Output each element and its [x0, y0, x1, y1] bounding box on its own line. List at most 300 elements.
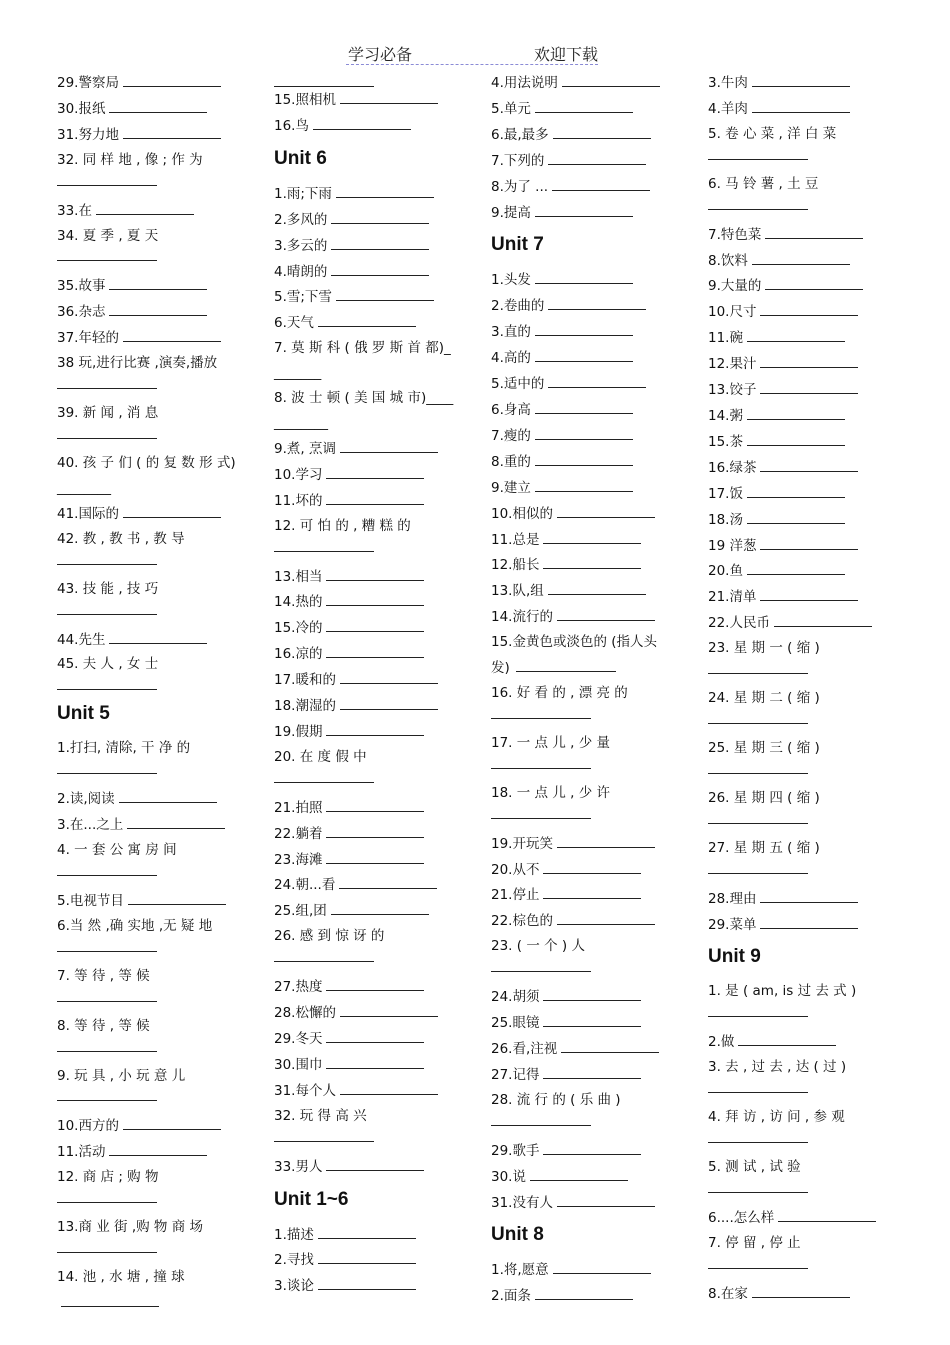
- answer-blank[interactable]: [326, 564, 424, 581]
- vocab-item: [57, 198, 240, 224]
- vocab-prompt: 17.饭: [708, 485, 743, 502]
- vocab-prompt: 24. 星 期 二 ( 缩 ): [708, 690, 820, 707]
- vocab-prompt: 27.记得: [491, 1066, 540, 1083]
- vocab-prompt: 1.打扫, 清除, 干 净 的: [57, 740, 191, 757]
- vocab-item: [274, 1104, 457, 1129]
- vocab-prompt: 8.在家: [708, 1285, 748, 1302]
- vocab-item: [57, 914, 240, 939]
- answer-blank[interactable]: [557, 604, 655, 621]
- answer-blank[interactable]: [535, 267, 633, 284]
- vocab-prompt: 23.海滩: [274, 851, 323, 868]
- answer-blank[interactable]: [326, 795, 424, 812]
- vocab-prompt: 4.高的: [491, 350, 531, 367]
- vocab-prompt: 7.瘦的: [491, 427, 531, 444]
- answer-blank[interactable]: [752, 70, 850, 87]
- answer-blank[interactable]: [708, 811, 808, 824]
- vocab-prompt: 42. 教 , 教 书 , 教 导: [57, 530, 185, 547]
- answer-blank[interactable]: [738, 1029, 836, 1046]
- vocab-prompt: 25. 星 期 三 ( 缩 ): [708, 739, 820, 756]
- vocab-item: [491, 1088, 674, 1113]
- vocab-prompt: 21.拍照: [274, 799, 323, 816]
- answer-blank[interactable]: [561, 1036, 659, 1053]
- vocab-prompt: 6....怎么样: [708, 1210, 775, 1226]
- answer-blank[interactable]: [708, 711, 808, 724]
- answer-blank[interactable]: [318, 1273, 416, 1290]
- answer-blank[interactable]: [109, 96, 207, 113]
- answer-blank[interactable]: [57, 1088, 157, 1101]
- answer-blank[interactable]: [318, 1222, 416, 1239]
- vocab-item: [274, 207, 457, 233]
- vocab-prompt: 14. 池 , 水 塘 , 撞 球: [57, 1269, 185, 1286]
- vocab-item: [708, 1055, 891, 1080]
- vocab-prompt: 16.鸟: [274, 117, 309, 134]
- answer-blank[interactable]: [326, 1026, 424, 1043]
- answer-blank[interactable]: [57, 677, 157, 690]
- vocab-item: [274, 488, 457, 514]
- answer-blank[interactable]: [57, 989, 157, 1002]
- vocab-item: [57, 122, 240, 148]
- answer-blank[interactable]: [765, 273, 863, 290]
- vocab-item: [274, 821, 457, 847]
- vocab-item: [491, 1283, 674, 1309]
- answer-blank[interactable]: [535, 1283, 633, 1300]
- vocab-item: [708, 1205, 891, 1231]
- vocab-item: [57, 888, 240, 914]
- unit-heading: Unit 8: [491, 1224, 544, 1246]
- answer-blank[interactable]: [57, 761, 157, 774]
- answer-blank[interactable]: [708, 1256, 808, 1269]
- answer-blank[interactable]: [543, 552, 641, 569]
- vocab-prompt: 20.从不: [491, 861, 540, 878]
- vocab-prompt: 8.饮料: [708, 252, 748, 269]
- vocab-item: [274, 1273, 457, 1299]
- answer-blank[interactable]: [340, 693, 438, 710]
- vocab-prompt: 9. 玩 具 , 小 玩 意 儿: [57, 1067, 186, 1084]
- vocab-item: [57, 1165, 240, 1190]
- answer-blank[interactable]: [708, 761, 808, 774]
- vocab-prompt: 36.杂志: [57, 304, 106, 321]
- vocab-item: [491, 908, 674, 934]
- answer-blank[interactable]: [326, 589, 424, 606]
- answer-blank[interactable]: [318, 310, 416, 327]
- answer-blank[interactable]: [274, 1129, 374, 1142]
- answer-blank[interactable]: [331, 898, 429, 915]
- answer-blank[interactable]: [760, 377, 858, 394]
- answer-blank[interactable]: [562, 70, 660, 87]
- vocab-item: [491, 1036, 674, 1062]
- vocab-item: [274, 872, 457, 898]
- vocab-item: [708, 481, 891, 507]
- answer-blank[interactable]: [708, 661, 808, 674]
- answer-blank[interactable]: [557, 1190, 655, 1207]
- answer-blank[interactable]: [57, 248, 157, 261]
- vocab-prompt: 2.多风的: [274, 211, 328, 228]
- column-1: [57, 70, 240, 1316]
- answer-blank[interactable]: [274, 539, 374, 552]
- vocab-item: [708, 836, 891, 861]
- answer-blank[interactable]: [274, 70, 374, 87]
- answer-blank[interactable]: [57, 602, 157, 615]
- vocab-item: [274, 847, 457, 873]
- answer-blank[interactable]: [318, 1247, 416, 1264]
- answer-blank[interactable]: [331, 233, 429, 250]
- answer-blank[interactable]: [708, 1080, 808, 1093]
- vocab-prompt: 13.队,组: [491, 583, 544, 600]
- vocab-item: [708, 70, 891, 96]
- answer-blank[interactable]: [760, 533, 858, 550]
- vocab-prompt: 29.警察局: [57, 75, 119, 91]
- answer-blank[interactable]: [491, 756, 591, 769]
- answer-blank[interactable]: [760, 455, 858, 472]
- vocab-item: [491, 681, 674, 706]
- vocab-prompt: 26. 星 期 四 ( 缩 ): [708, 789, 820, 806]
- vocab-prompt: 28.松懈的: [274, 1005, 336, 1022]
- answer-blank[interactable]: [535, 475, 633, 492]
- answer-blank[interactable]: [313, 113, 411, 130]
- vocab-prompt: 1.雨;下雨: [274, 185, 332, 202]
- vocab-item: [274, 924, 457, 949]
- vocab-prompt: 7. 等 待 , 等 候: [57, 967, 150, 984]
- answer-blank[interactable]: [340, 436, 438, 453]
- vocab-prompt: 6.当 然 ,确 实地 ,无 疑 地: [57, 917, 213, 934]
- answer-blank[interactable]: [109, 627, 207, 644]
- answer-blank[interactable]: [491, 1113, 591, 1126]
- vocab-item: [708, 979, 891, 1004]
- answer-blank[interactable]: [760, 584, 858, 601]
- answer-blank[interactable]: [543, 1138, 641, 1155]
- answer-blank[interactable]: [491, 806, 591, 819]
- vocab-item: [57, 148, 240, 173]
- vocab-prompt: 32. 玩 得 高 兴: [274, 1107, 367, 1124]
- answer-blank[interactable]: [57, 863, 157, 876]
- vocab-prompt: 6.身高: [491, 401, 531, 418]
- vocab-prompt: 33.在: [57, 202, 92, 219]
- vocab-prompt: 21.清单: [708, 589, 757, 606]
- answer-blank[interactable]: [331, 207, 429, 224]
- vocab-item: [57, 652, 240, 677]
- answer-blank[interactable]: [548, 148, 646, 165]
- vocab-prompt: 7.下列的: [491, 152, 545, 169]
- vocab-prompt: 27. 星 期 五 ( 缩 ): [708, 839, 820, 856]
- answer-blank[interactable]: [708, 197, 808, 210]
- vocab-prompt: 19.假期: [274, 723, 323, 740]
- vocab-item: [708, 533, 891, 559]
- vocab-prompt: 23. 星 期 一 ( 缩 ): [708, 640, 820, 657]
- answer-blank[interactable]: [552, 174, 650, 191]
- answer-blank[interactable]: [340, 667, 438, 684]
- answer-blank[interactable]: [128, 888, 226, 905]
- vocab-prompt: 40. 孩 子 们 ( 的 复 数 形 式)________: [57, 454, 236, 496]
- vocab-item: [274, 1026, 457, 1052]
- answer-blank[interactable]: [57, 376, 157, 389]
- vocab-prompt: 9.提高: [491, 204, 531, 221]
- vocab-prompt: 10.尺寸: [708, 304, 757, 321]
- answer-blank[interactable]: [326, 974, 424, 991]
- vocab-item: [491, 148, 674, 174]
- vocab-item: [708, 96, 891, 122]
- answer-blank[interactable]: [747, 507, 845, 524]
- answer-blank[interactable]: [326, 719, 424, 736]
- answer-blank[interactable]: [61, 1290, 159, 1307]
- answer-blank[interactable]: [548, 293, 646, 310]
- answer-blank[interactable]: [747, 481, 845, 498]
- vocab-item: [708, 507, 891, 533]
- answer-blank[interactable]: [109, 299, 207, 316]
- vocab-prompt: 14.热的: [274, 594, 323, 611]
- vocab-prompt: 23. ( 一 个 ) 人: [491, 938, 585, 955]
- vocab-item: [274, 1154, 457, 1180]
- answer-blank[interactable]: [535, 345, 633, 362]
- vocab-prompt: 14.流行的: [491, 609, 553, 626]
- unit-heading: Unit 6: [274, 147, 327, 169]
- vocab-prompt: 8.为了 ...: [491, 178, 549, 195]
- vocab-item: [491, 267, 674, 293]
- vocab-prompt: 3.多云的: [274, 237, 328, 254]
- vocab-prompt: 17.暖和的: [274, 672, 336, 689]
- vocab-prompt: 3.谈论: [274, 1278, 314, 1295]
- vocab-item: [274, 514, 457, 539]
- answer-blank[interactable]: [491, 706, 591, 719]
- vocab-item: [491, 630, 674, 681]
- vocab-item: [274, 589, 457, 615]
- answer-blank[interactable]: [109, 273, 207, 290]
- vocab-prompt: 19.开玩笑: [491, 835, 553, 852]
- vocab-prompt: 1. 是 ( am, is 过 去 式 ): [708, 983, 857, 1000]
- answer-blank[interactable]: [747, 403, 845, 420]
- vocab-item: [708, 172, 891, 197]
- answer-blank[interactable]: [557, 831, 655, 848]
- vocab-item: [491, 319, 674, 345]
- answer-blank[interactable]: [752, 248, 850, 265]
- answer-blank[interactable]: [274, 949, 374, 962]
- vocab-item: [57, 1113, 240, 1139]
- vocab-prompt: 16.绿茶: [708, 459, 757, 476]
- answer-blank[interactable]: [557, 501, 655, 518]
- answer-blank[interactable]: [708, 1180, 808, 1193]
- vocab-prompt: 31.努力地: [57, 126, 119, 143]
- vocab-prompt: 25.组,团: [274, 903, 327, 920]
- answer-blank[interactable]: [760, 351, 858, 368]
- answer-blank[interactable]: [119, 786, 217, 803]
- vocab-item: [57, 627, 240, 653]
- answer-blank[interactable]: [326, 641, 424, 658]
- vocab-prompt: 12.果汁: [708, 356, 757, 373]
- vocab-item: [274, 719, 457, 745]
- vocab-item: [57, 1215, 240, 1240]
- vocab-item: [491, 1010, 674, 1036]
- vocab-prompt: 15.茶: [708, 433, 743, 450]
- vocab-prompt: 20. 在 度 假 中: [274, 748, 367, 765]
- answer-blank[interactable]: [340, 87, 438, 104]
- answer-blank[interactable]: [708, 1130, 808, 1143]
- answer-blank[interactable]: [123, 1113, 221, 1130]
- vocab-prompt: 26. 感 到 惊 讶 的: [274, 928, 385, 945]
- answer-blank[interactable]: [535, 423, 633, 440]
- vocab-prompt: 8. 波 士 顿 ( 美 国 城 市)____________: [274, 390, 454, 431]
- answer-blank[interactable]: [123, 325, 221, 342]
- vocab-item: [708, 1281, 891, 1307]
- vocab-item: [708, 273, 891, 299]
- vocab-prompt: 10.学习: [274, 466, 323, 483]
- answer-blank[interactable]: [747, 429, 845, 446]
- answer-blank[interactable]: [760, 912, 858, 929]
- answer-blank[interactable]: [516, 655, 616, 672]
- answer-blank[interactable]: [747, 325, 845, 342]
- answer-blank[interactable]: [326, 488, 424, 505]
- vocab-item: [57, 401, 240, 426]
- answer-blank[interactable]: [57, 1190, 157, 1203]
- answer-blank[interactable]: [543, 1062, 641, 1079]
- vocab-item: [708, 429, 891, 455]
- vocab-prompt: 37.年轻的: [57, 330, 119, 347]
- answer-blank[interactable]: [778, 1205, 876, 1222]
- answer-blank[interactable]: [548, 578, 646, 595]
- column-2: [274, 70, 457, 1299]
- answer-blank[interactable]: [57, 1240, 157, 1253]
- answer-blank[interactable]: [57, 426, 157, 439]
- answer-blank[interactable]: [543, 1010, 641, 1027]
- answer-blank[interactable]: [57, 939, 157, 952]
- answer-blank[interactable]: [752, 96, 850, 113]
- answer-blank[interactable]: [336, 181, 434, 198]
- answer-blank[interactable]: [760, 299, 858, 316]
- vocab-prompt: 1.描述: [274, 1226, 314, 1243]
- answer-blank[interactable]: [553, 1257, 651, 1274]
- vocab-item: [491, 781, 674, 806]
- answer-blank[interactable]: [127, 812, 225, 829]
- vocab-item: [274, 615, 457, 641]
- answer-blank[interactable]: [535, 200, 633, 217]
- unit-heading: Unit 7: [491, 234, 544, 256]
- answer-blank[interactable]: [760, 886, 858, 903]
- vocab-item: [274, 1000, 457, 1026]
- vocab-prompt: 8.重的: [491, 453, 531, 470]
- answer-blank[interactable]: [765, 222, 863, 239]
- vocab-prompt: 5. 卷 心 菜 , 洋 白 菜: [708, 125, 837, 142]
- answer-blank[interactable]: [747, 558, 845, 575]
- answer-blank[interactable]: [339, 872, 437, 889]
- vocab-prompt: 29.菜单: [708, 916, 757, 933]
- answer-blank[interactable]: [326, 615, 424, 632]
- vocab-prompt: 18. 一 点 儿 , 少 许: [491, 784, 611, 801]
- vocab-item: [57, 812, 240, 838]
- answer-blank[interactable]: [543, 984, 641, 1001]
- vocab-prompt: 33.男人: [274, 1158, 323, 1175]
- vocab-prompt: 4.晴朗的: [274, 263, 328, 280]
- vocab-item: [57, 964, 240, 989]
- vocab-prompt: 20.鱼: [708, 563, 743, 580]
- answer-blank[interactable]: [326, 847, 424, 864]
- vocab-item: [274, 641, 457, 667]
- vocab-item: [57, 1014, 240, 1039]
- vocab-prompt: 6. 马 铃 薯 , 土 豆: [708, 175, 819, 192]
- vocab-item: [274, 113, 457, 139]
- answer-blank[interactable]: [57, 173, 157, 186]
- vocab-item: [57, 838, 240, 863]
- vocab-item: [274, 1247, 457, 1273]
- answer-blank[interactable]: [543, 527, 641, 544]
- answer-blank[interactable]: [326, 1052, 424, 1069]
- unit-heading: Unit 1~6: [274, 1188, 349, 1210]
- vocab-item: [57, 577, 240, 602]
- vocab-item: [491, 397, 674, 423]
- vocab-item: [491, 604, 674, 630]
- answer-blank[interactable]: [96, 198, 194, 215]
- answer-blank[interactable]: [548, 371, 646, 388]
- answer-blank[interactable]: [557, 908, 655, 925]
- vocab-item: [274, 564, 457, 590]
- answer-blank[interactable]: [708, 861, 808, 874]
- vocab-prompt: 13.饺子: [708, 382, 757, 399]
- answer-blank[interactable]: [123, 70, 221, 87]
- answer-blank[interactable]: [57, 1039, 157, 1052]
- answer-blank[interactable]: [109, 1139, 207, 1156]
- header-left-text: 学习必备: [348, 45, 413, 64]
- answer-blank[interactable]: [336, 284, 434, 301]
- answer-blank[interactable]: [57, 552, 157, 565]
- vocab-item: [708, 1105, 891, 1130]
- vocab-item: [57, 325, 240, 351]
- answer-blank[interactable]: [543, 882, 641, 899]
- answer-blank[interactable]: [752, 1281, 850, 1298]
- vocab-prompt: 19 洋葱: [708, 537, 757, 554]
- vocab-prompt: 30.围巾: [274, 1056, 323, 1073]
- answer-blank[interactable]: [326, 821, 424, 838]
- vocab-prompt: 12.船长: [491, 557, 540, 574]
- vocab-item: [274, 70, 457, 87]
- vocab-prompt: 41.国际的: [57, 505, 119, 522]
- answer-blank[interactable]: [530, 1164, 628, 1181]
- answer-blank[interactable]: [535, 319, 633, 336]
- answer-blank[interactable]: [535, 449, 633, 466]
- answer-blank[interactable]: [340, 1078, 438, 1095]
- vocab-prompt: 5.适中的: [491, 376, 545, 393]
- answer-blank[interactable]: [274, 770, 374, 783]
- answer-blank[interactable]: [774, 610, 872, 627]
- vocab-item: [491, 1164, 674, 1190]
- answer-blank[interactable]: [340, 1000, 438, 1017]
- vocab-item: [708, 351, 891, 377]
- answer-blank[interactable]: [491, 959, 591, 972]
- vocab-prompt: 11.碗: [708, 330, 743, 347]
- vocab-item: [274, 898, 457, 924]
- vocab-prompt: 1.头发: [491, 272, 531, 289]
- header-right-text: 欢迎下载: [533, 45, 598, 64]
- answer-blank[interactable]: [535, 96, 633, 113]
- answer-blank[interactable]: [331, 259, 429, 276]
- vocab-item: [708, 610, 891, 636]
- vocab-item: [274, 1222, 457, 1248]
- answer-blank[interactable]: [123, 501, 221, 518]
- vocab-item: [57, 1139, 240, 1165]
- vocab-prompt: 2.面条: [491, 1288, 531, 1305]
- answer-blank[interactable]: [326, 462, 424, 479]
- vocab-prompt: 38 玩,进行比赛 ,演奏,播放: [57, 355, 218, 372]
- vocab-prompt: 14.粥: [708, 407, 743, 424]
- vocab-prompt: 25.眼镜: [491, 1015, 540, 1032]
- answer-blank[interactable]: [326, 1154, 424, 1171]
- vocab-item: [491, 1138, 674, 1164]
- vocab-prompt: 7.特色菜: [708, 226, 762, 243]
- answer-blank[interactable]: [708, 147, 808, 160]
- answer-blank[interactable]: [543, 857, 641, 874]
- vocab-item: [491, 831, 674, 857]
- vocab-prompt: 12. 可 怕 的 , 糟 糕 的: [274, 517, 411, 534]
- answer-blank[interactable]: [535, 397, 633, 414]
- answer-blank[interactable]: [708, 1004, 808, 1017]
- answer-blank[interactable]: [553, 122, 651, 139]
- answer-blank[interactable]: [123, 122, 221, 139]
